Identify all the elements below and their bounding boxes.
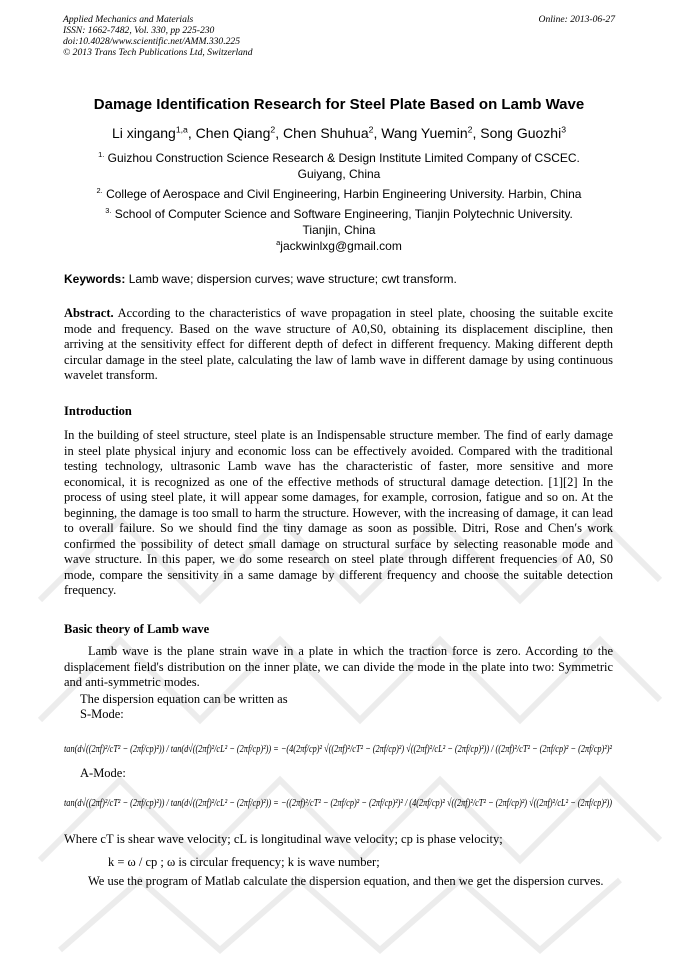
keywords-label: Keywords: bbox=[64, 272, 126, 286]
keywords-text: Lamb wave; dispersion curves; wave structure; cwt transform. bbox=[128, 272, 457, 286]
variable-definitions: Where cT is shear wave velocity; cL is longitudinal wave velocity; cp is phase velocity; bbox=[64, 832, 503, 846]
basic-theory-paragraph: Lamb wave is the plane strain wave in a plate in which the traction force is zero. According to the displacement field's distribution on the inner plate, we can divide the mode in the plate into two: Symmetric and anti-symmetric modes. bbox=[64, 644, 613, 689]
author-name: Chen Qiang bbox=[195, 125, 271, 141]
affiliation-mark: 2. bbox=[96, 186, 103, 195]
s-mode-label: S-Mode: bbox=[80, 707, 124, 721]
author-email: jackwinlxg@gmail.com bbox=[280, 239, 402, 253]
a-mode-equation-text: tan(d√((2πf)²/cT² − (2πf/cp)²)) / tan(d√((2πf)²/cL² − (2πf/cp)²)) = −((2πf)²/cT² − (2πf/cp)² − (2πf/cp)²)² / (4(2πf/cp)² √((2πf)²/cT² − (2πf/cp)²) √((2πf)²/cL² − (2πf/cp)²)) bbox=[64, 797, 613, 809]
section-heading-basic-theory: Basic theory of Lamb wave bbox=[64, 622, 210, 636]
affiliation-1 bbox=[60, 150, 618, 182]
matlab-paragraph: We use the program of Matlab calculate the dispersion equation, and then we get the dispersion curves. bbox=[88, 874, 604, 888]
author-affil-mark: 2 bbox=[467, 124, 473, 135]
author-name: Song Guozhi bbox=[480, 125, 562, 141]
author-affil-mark: 1,a bbox=[175, 124, 188, 135]
issn-line: ISSN: 1662-7482, Vol. 330, pp 225-230 bbox=[63, 25, 215, 36]
affiliation-text: School of Computer Science and Software Engineering, Tianjin Polytechnic University. bbox=[114, 207, 573, 221]
watermark-stroke bbox=[60, 880, 620, 950]
introduction-text: In the building of steel structure, steel plate is an Indispensable structure member. The find of early damage in steel plate physical injury and economic loss can be effectively avoided. Compared with the traditional testing technology, ultrasonic Lamb wave has the characteristic of faster, more sensitive and more economical, it is recognized as one of the effective methods of structural damage detection. [1][2] In the process of using steel plate, it will appear some damages, for example, corrosion, fatigue and so on. At the beginning, the damage is too small to harm the structure. However, with the increasing of damage, it can lead to overall failure. So we should find the tiny damage as soon as possible. Ditri, Rose and Chen′s work confirmed the possibility of detect small damage on structural surface by selecting reasonable mode and wave structure. In this paper, we do some research on steel plate through different frequencies of A0, S0 mode, compare the sensitivity in a same damage by different frequency and choose the suitable detection frequency. bbox=[64, 428, 613, 597]
author-affil-mark: 3 bbox=[561, 124, 567, 135]
author-name: Chen Shuhua bbox=[282, 125, 369, 141]
affiliation-city: Guiyang, China bbox=[297, 167, 381, 181]
copyright-line: © 2013 Trans Tech Publications Ltd, Switzerland bbox=[63, 47, 253, 58]
author-name: Wang Yuemin bbox=[381, 125, 468, 141]
doi-line: doi:10.4028/www.scientific.net/AMM.330.225 bbox=[63, 36, 241, 47]
section-heading-introduction: Introduction bbox=[64, 404, 132, 418]
s-mode-equation-text: tan(d√((2πf)²/cT² − (2πf/cp)²)) / tan(d√((2πf)²/cL² − (2πf/cp)²)) = −(4(2πf/cp)² √((2πf)²/cT² − (2πf/cp)²) √((2πf)²/cL² − (2πf/cp)²)) / ((2πf)²/cT² − (2πf/cp)² − (2πf/cp)²)² bbox=[64, 743, 613, 755]
affiliation-city: Tianjin, China bbox=[302, 223, 376, 237]
s-mode-equation bbox=[64, 730, 614, 771]
abstract-label: Abstract. bbox=[64, 306, 114, 320]
variable-definitions-2: k = ω / cp ; ω is circular frequency; k is wave number; bbox=[108, 855, 380, 869]
author-list: Li xingang$^{1,a}$, Chen Qiang$^2$, Chen Shuhua$^2$, Wang Yuemin$^2$, Song Guozhi$^3$ bbox=[111, 124, 567, 141]
affiliation-text: Guizhou Construction Science Research & Design Institute Limited Company of CSCEC. bbox=[107, 151, 580, 165]
dispersion-intro: The dispersion equation can be written as bbox=[80, 692, 288, 706]
affiliation-3 bbox=[60, 206, 618, 254]
journal-name: Applied Mechanics and Materials bbox=[63, 14, 194, 25]
affiliation-mark: 1. bbox=[98, 150, 105, 159]
author-affil-mark: 2 bbox=[368, 124, 374, 135]
affiliation-mark: 3. bbox=[105, 206, 112, 215]
affiliation-text: College of Aerospace and Civil Engineering, Harbin Engineering University. Harbin, China bbox=[106, 187, 582, 201]
keywords bbox=[64, 272, 457, 286]
a-mode-equation bbox=[64, 784, 614, 825]
affiliation-2 bbox=[60, 186, 618, 202]
a-mode-label: A-Mode: bbox=[80, 766, 126, 780]
email-mark: a bbox=[276, 238, 281, 247]
abstract bbox=[64, 306, 613, 384]
paper-title: Damage Identification Research for Steel Plate Based on Lamb Wave bbox=[93, 96, 585, 113]
a-mode-equation-graphic bbox=[64, 784, 614, 822]
author-affil-mark: 2 bbox=[270, 124, 276, 135]
journal-header bbox=[63, 14, 253, 58]
s-mode-equation-graphic bbox=[64, 730, 614, 768]
author-name: Li xingang bbox=[111, 125, 176, 141]
abstract-text: According to the characteristics of wave propagation in steel plate, choosing the suitable excite mode and frequency. Based on the wave structure of A0,S0, obtaining its displacement discipline, then arriving at the sensitivity effect for different depth of defect in different frequency. Making different depth circular damage in the steel plate, calculating the law of lamb wave in different damage by using continuous wavelet transform. bbox=[64, 306, 613, 382]
online-date: Online: 2013-06-27 bbox=[538, 14, 615, 25]
